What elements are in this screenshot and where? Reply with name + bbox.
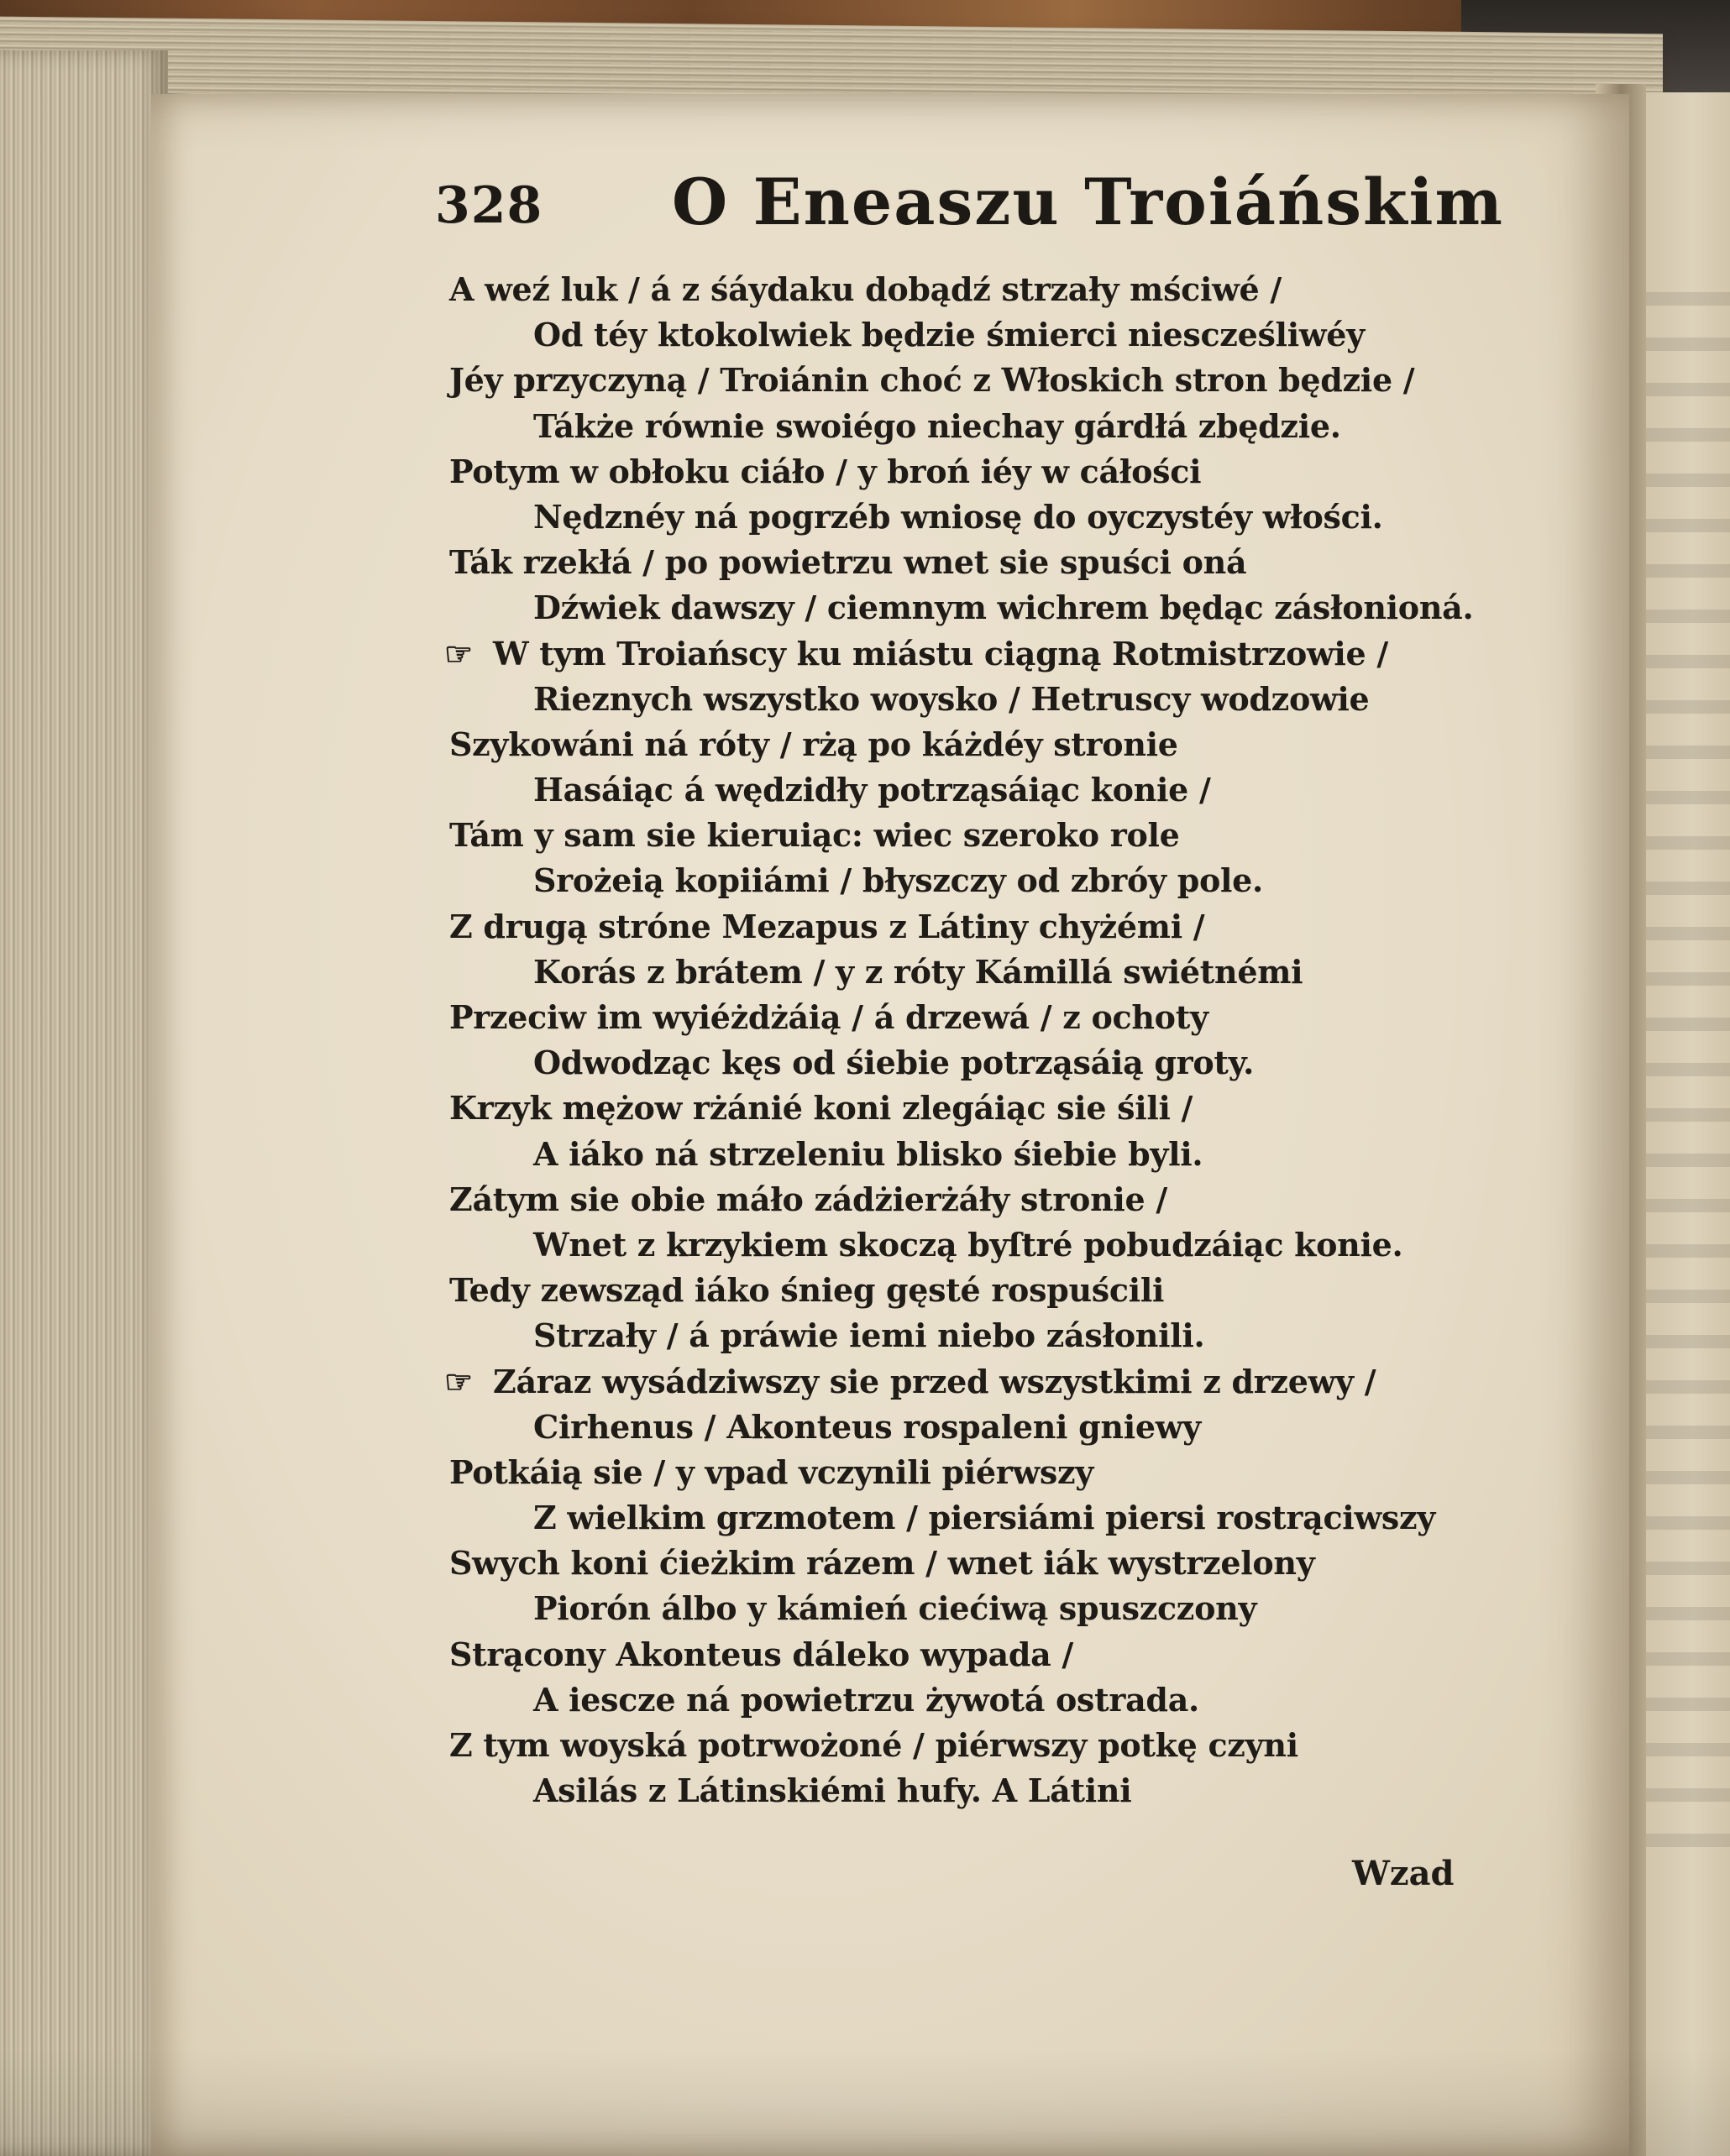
verse-text: Odwodząc kęs od śiebie potrząsáią groty. [533, 1044, 1254, 1082]
catchword: Wzad [1352, 1854, 1455, 1893]
page-stack-left-edge [0, 50, 168, 2156]
verse-text: A weź luk / á z śáydaku dobądź strzały mściwé / [449, 270, 1282, 308]
verse-line [449, 540, 1440, 585]
verse-text: Wnet z krzykiem skoczą byſtré pobudzáiąc konie. [533, 1225, 1403, 1264]
verse-text: Swych koni ćieżkim rázem / wnet iák wystrzelony [449, 1544, 1315, 1583]
verse-line [449, 1222, 1440, 1268]
verse-text: Szykowáni ná róty / rżą po káżdéy stronie [449, 725, 1178, 763]
verse-line [449, 858, 1440, 903]
verse-text: Cirhenus / Akonteus rospaleni gniewy [533, 1407, 1201, 1446]
verse-text: A iescze ná powietrzu żywotá ostrada. [533, 1680, 1199, 1719]
verse-block [444, 267, 1474, 1813]
verse-text: Potkáią sie / y vpad vczynili piérwszy [449, 1452, 1094, 1491]
verse-line [449, 995, 1440, 1040]
verse-text: Tákże równie swoiégo niechay gárdłá zbędzie. [533, 406, 1341, 445]
verse-text: Nędznéy ná pogrzéb wniosę do oyczystéy włości. [533, 497, 1383, 536]
verse-line [449, 950, 1440, 995]
verse-text: Srożeią kopiiámi / błyszczy od zbróy pole. [533, 861, 1263, 900]
verse-line [449, 1495, 1440, 1541]
verse-text: Z drugą stróne Mezapus z Látiny chyżémi / [449, 907, 1205, 945]
verse-text: Dźwiek dawszy / ciemnym wichrem będąc zásłonioná. [533, 589, 1474, 627]
verse-line [449, 677, 1440, 722]
verse-line [449, 585, 1474, 631]
verse-text: Z tym woyská potrwożoné / piérwszy potkę czyni [449, 1726, 1298, 1764]
verse-line [449, 1040, 1440, 1086]
verse-line [449, 1132, 1440, 1177]
verse-line [449, 813, 1440, 858]
verse-line [449, 1313, 1440, 1358]
verse-text: Tedy zewsząd iáko śnieg gęsté rospuścili [449, 1271, 1165, 1310]
verse-text: Przeciw im wyiéżdżáią / á drzewá / z ochoty [449, 998, 1208, 1036]
verse-line [449, 1177, 1440, 1222]
verse-line [449, 722, 1440, 767]
verse-line [449, 1541, 1440, 1586]
verse-text: Piorón álbo y kámień ciećiwą spuszczony [533, 1589, 1257, 1628]
verse-text: W tym Troiańscy ku miástu ciągną Rotmistrzowie / [493, 634, 1388, 672]
verse-text: Hasáiąc á wędzidły potrząsáiąc konie / [533, 771, 1211, 809]
verse-line [449, 404, 1440, 449]
verse-text: Asilás z Látinskiémi hufy. A Látini [533, 1771, 1132, 1810]
verse-line [449, 1768, 1440, 1813]
verse-line [449, 904, 1440, 950]
verse-line [449, 1086, 1440, 1131]
verse-text: Od téy ktokolwiek będzie śmierci niescześliwéy [533, 316, 1365, 354]
verse-text: Z wielkim grzmotem / piersiámi piersi rostrąciwszy [533, 1499, 1436, 1537]
verse-text: Zátym sie obie máło zádżierżáły stronie / [449, 1180, 1167, 1218]
verse-line [449, 1450, 1440, 1495]
verse-line [449, 267, 1440, 312]
verse-line [449, 1586, 1440, 1631]
pilcrow-icon: ☞ [444, 1362, 473, 1400]
page-number: 328 [435, 176, 543, 235]
verse-line [449, 495, 1440, 540]
verse-text: Záraz wysádziwszy sie przed wszystkimi z drzewy / [493, 1362, 1376, 1400]
verse-line [449, 312, 1440, 358]
verse-text: Potym w obłoku ciáło / y broń iéy w cáłości [449, 452, 1202, 490]
verse-text: Ták rzekłá / po powietrzu wnet sie spuści oná [449, 543, 1247, 582]
verse-text: Krzyk mężow rżánié koni zlegáiąc sie śili / [449, 1089, 1193, 1128]
page-bottom-shadow [0, 2049, 1730, 2156]
verse-text: A iáko ná strzeleniu blisko śiebie byli. [533, 1134, 1203, 1173]
verse-line [449, 1723, 1440, 1768]
facing-page-showthrough [1646, 269, 1730, 1864]
verse-line [449, 767, 1440, 813]
verse-line [444, 1359, 1440, 1405]
verse-line [449, 1405, 1440, 1450]
verse-line [449, 449, 1440, 495]
verse-text: Korás z brátem / y z róty Kámillá swiétnémi [533, 952, 1303, 991]
verse-text: Jéy przyczyną / Troiánin choć z Włoskich stron będzie / [449, 361, 1415, 400]
verse-text: Tám y sam sie kieruiąc: wiec szeroko role [449, 816, 1180, 855]
verse-line [449, 358, 1440, 403]
verse-line [444, 631, 1440, 677]
verse-line [449, 1632, 1440, 1677]
verse-line [449, 1677, 1440, 1723]
pilcrow-icon: ☞ [444, 634, 473, 672]
running-head: O Eneaszu Troiáńskim [672, 165, 1504, 239]
verse-text: Strzały / á práwie iemi niebo zásłonili. [533, 1316, 1205, 1355]
verse-text: Rieznych wszystko woysko / Hetruscy wodzowie [533, 679, 1370, 718]
verse-line [449, 1268, 1440, 1313]
verse-text: Strącony Akonteus dáleko wypada / [449, 1635, 1073, 1673]
